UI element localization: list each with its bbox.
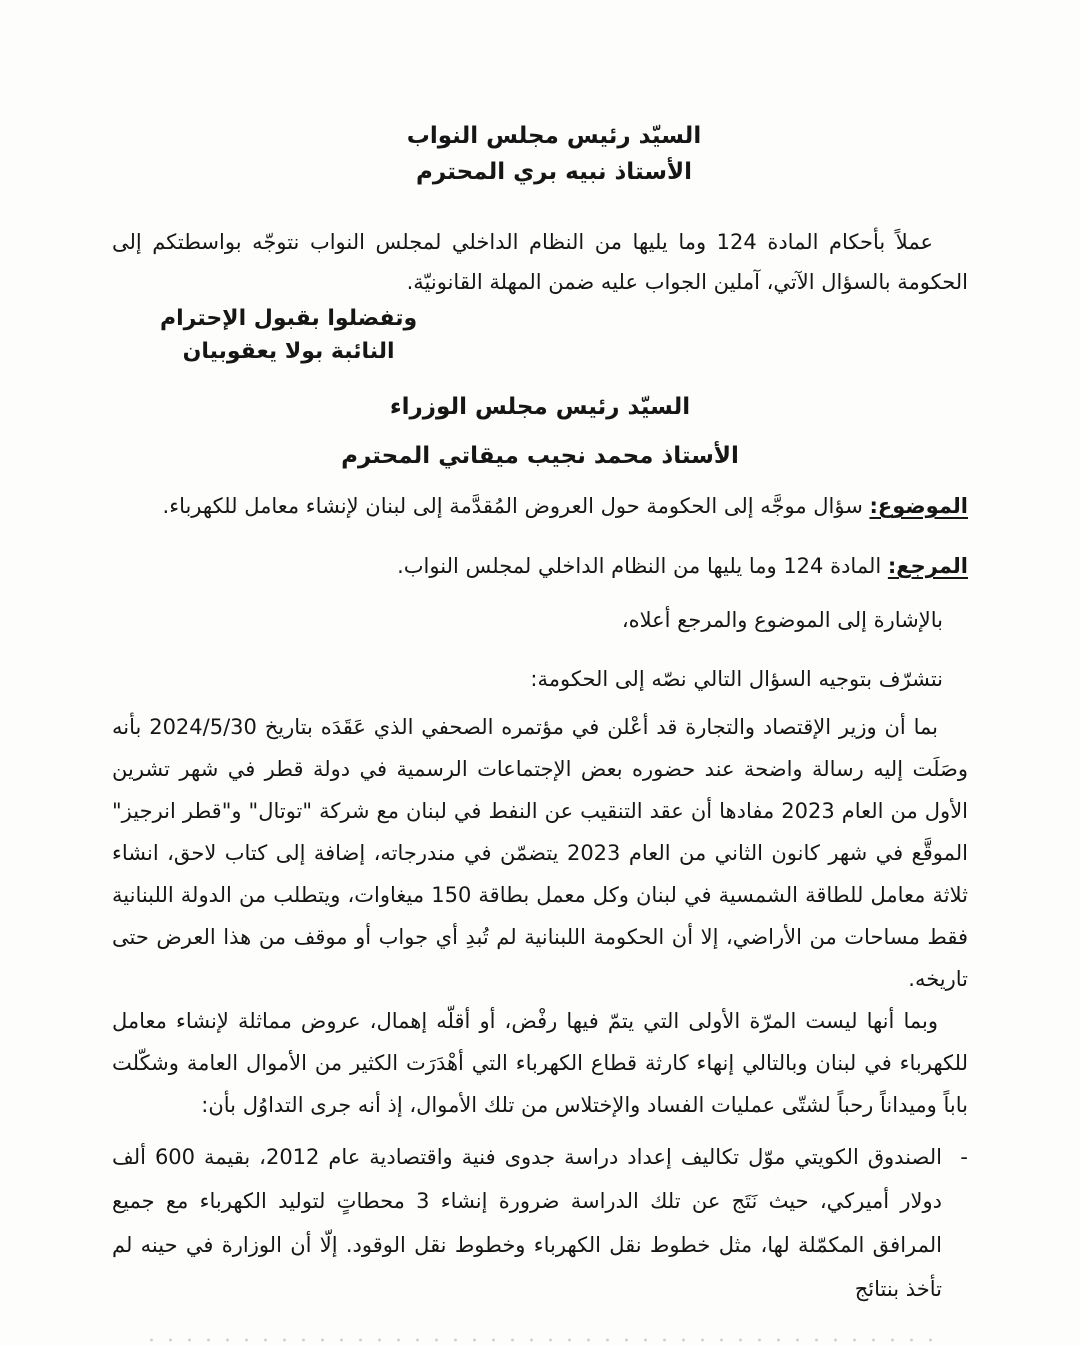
question-intro: نتشرّف بتوجيه السؤال التالي نصّه إلى الحكومة: (530, 667, 943, 691)
intro-paragraph: عملاً بأحكام المادة 124 وما يليها من النظام الداخلي لمجلس النواب نتوجّه بواسطتكم إلى الحكومة بالسؤال الآتي، آملين الجواب عليه ضمن المهلة القانونيّة. (112, 230, 968, 294)
closing-block (112, 302, 968, 368)
addressee-parliament-title: السيّد رئيس مجلس النواب (406, 123, 702, 149)
subject-text: سؤال موجَّه إلى الحكومة حول العروض المُقدَّمة إلى لبنان لإنشاء معامل للكهرباء. (162, 494, 870, 518)
body-paragraph-2: وبما أنها ليست المرّة الأولى التي يتمّ فيها رفْض، أو أقلّه إهمال، عروض مماثلة لإنشاء معامل للكهرباء في لبنان وبالتالي إنهاء كارثة قطاع الكهرباء التي أهْدَرَت الكثير من الأموال العامة وشكّلت باباً وميداناً رحباً لشتّى عمليات الفساد والإختلاس من تلك الأموال، إذ أنه جرى التداوُل بأن: (112, 1009, 968, 1117)
reference-text: المادة 124 وما يليها من النظام الداخلي لمجلس النواب. (397, 554, 888, 578)
addressee-pm-title: السيّد رئيس مجلس الوزراء (389, 394, 691, 420)
subject-label: الموضوع: (869, 494, 968, 518)
addressee-parliament-block (126, 0, 982, 190)
subject-line (112, 485, 968, 527)
body-paragraph-1: بما أن وزير الإقتصاد والتجارة قد أعْلن في مؤتمره الصحفي الذي عَقَدَه بتاريخ 2024/5/30 بأنه وصَلَت إليه رسالة واضحة عند حضوره بعض الإجتماعات الرسمية في دولة قطر في شهر تشرين الأول من العام 2023 مفادها أن عقد التنقيب عن النفط في لبنان مع شركة "توتال" و"قطر انرجيز" الموقَّع في شهر كانون الثاني من العام 2023 يتضمّن في مندرجاته، إضافة إلى كتاب لاحق، انشاء ثلاثة معامل للطاقة الشمسية في لبنان وكل معمل بطاقة 150 ميغاوات، ويتطلب من الدولة اللبنانية فقط مساحات من الأراضي، إلا أن الحكومة اللبنانية لم تُبدِ أي جواب أو موقف من هذا العرض حتى تاريخه. (112, 715, 968, 991)
addressee-parliament-name: الأستاذ نبيه بري المحترم (416, 159, 692, 185)
bullet-dash-marker: - (960, 1145, 968, 1169)
reference-note: بالإشارة إلى الموضوع والمرجع أعلاه، (621, 608, 943, 632)
closing-salutation: وتفضلوا بقبول الإحترام (160, 306, 418, 331)
clipped-line-fragment (142, 1337, 942, 1343)
addressee-pm-name: الأستاذ محمد نجيب ميقاتي المحترم (341, 443, 739, 469)
bullet-text: الصندوق الكويتي موّل تكاليف إعداد دراسة جدوى فنية واقتصادية عام 2012، بقيمة 600 ألف دولار أميركي، حيث نَتَج عن تلك الدراسة ضرورة إنشاء 3 محطاتٍ لتوليد الكهرباء مع جميع المرافق المكمّلة لها، مثل خطوط نقل الكهرباء وخطوط نقل الوقود. إلّا أن الوزارة في حينه لم تأخذ بنتائج (112, 1145, 942, 1301)
reference-line (112, 545, 968, 587)
addressee-pm-block (112, 392, 968, 471)
bullet-item (112, 1135, 968, 1311)
signature-mp-name: النائبة بولا يعقوبيان (182, 339, 395, 364)
reference-label: المرجع: (887, 554, 968, 578)
